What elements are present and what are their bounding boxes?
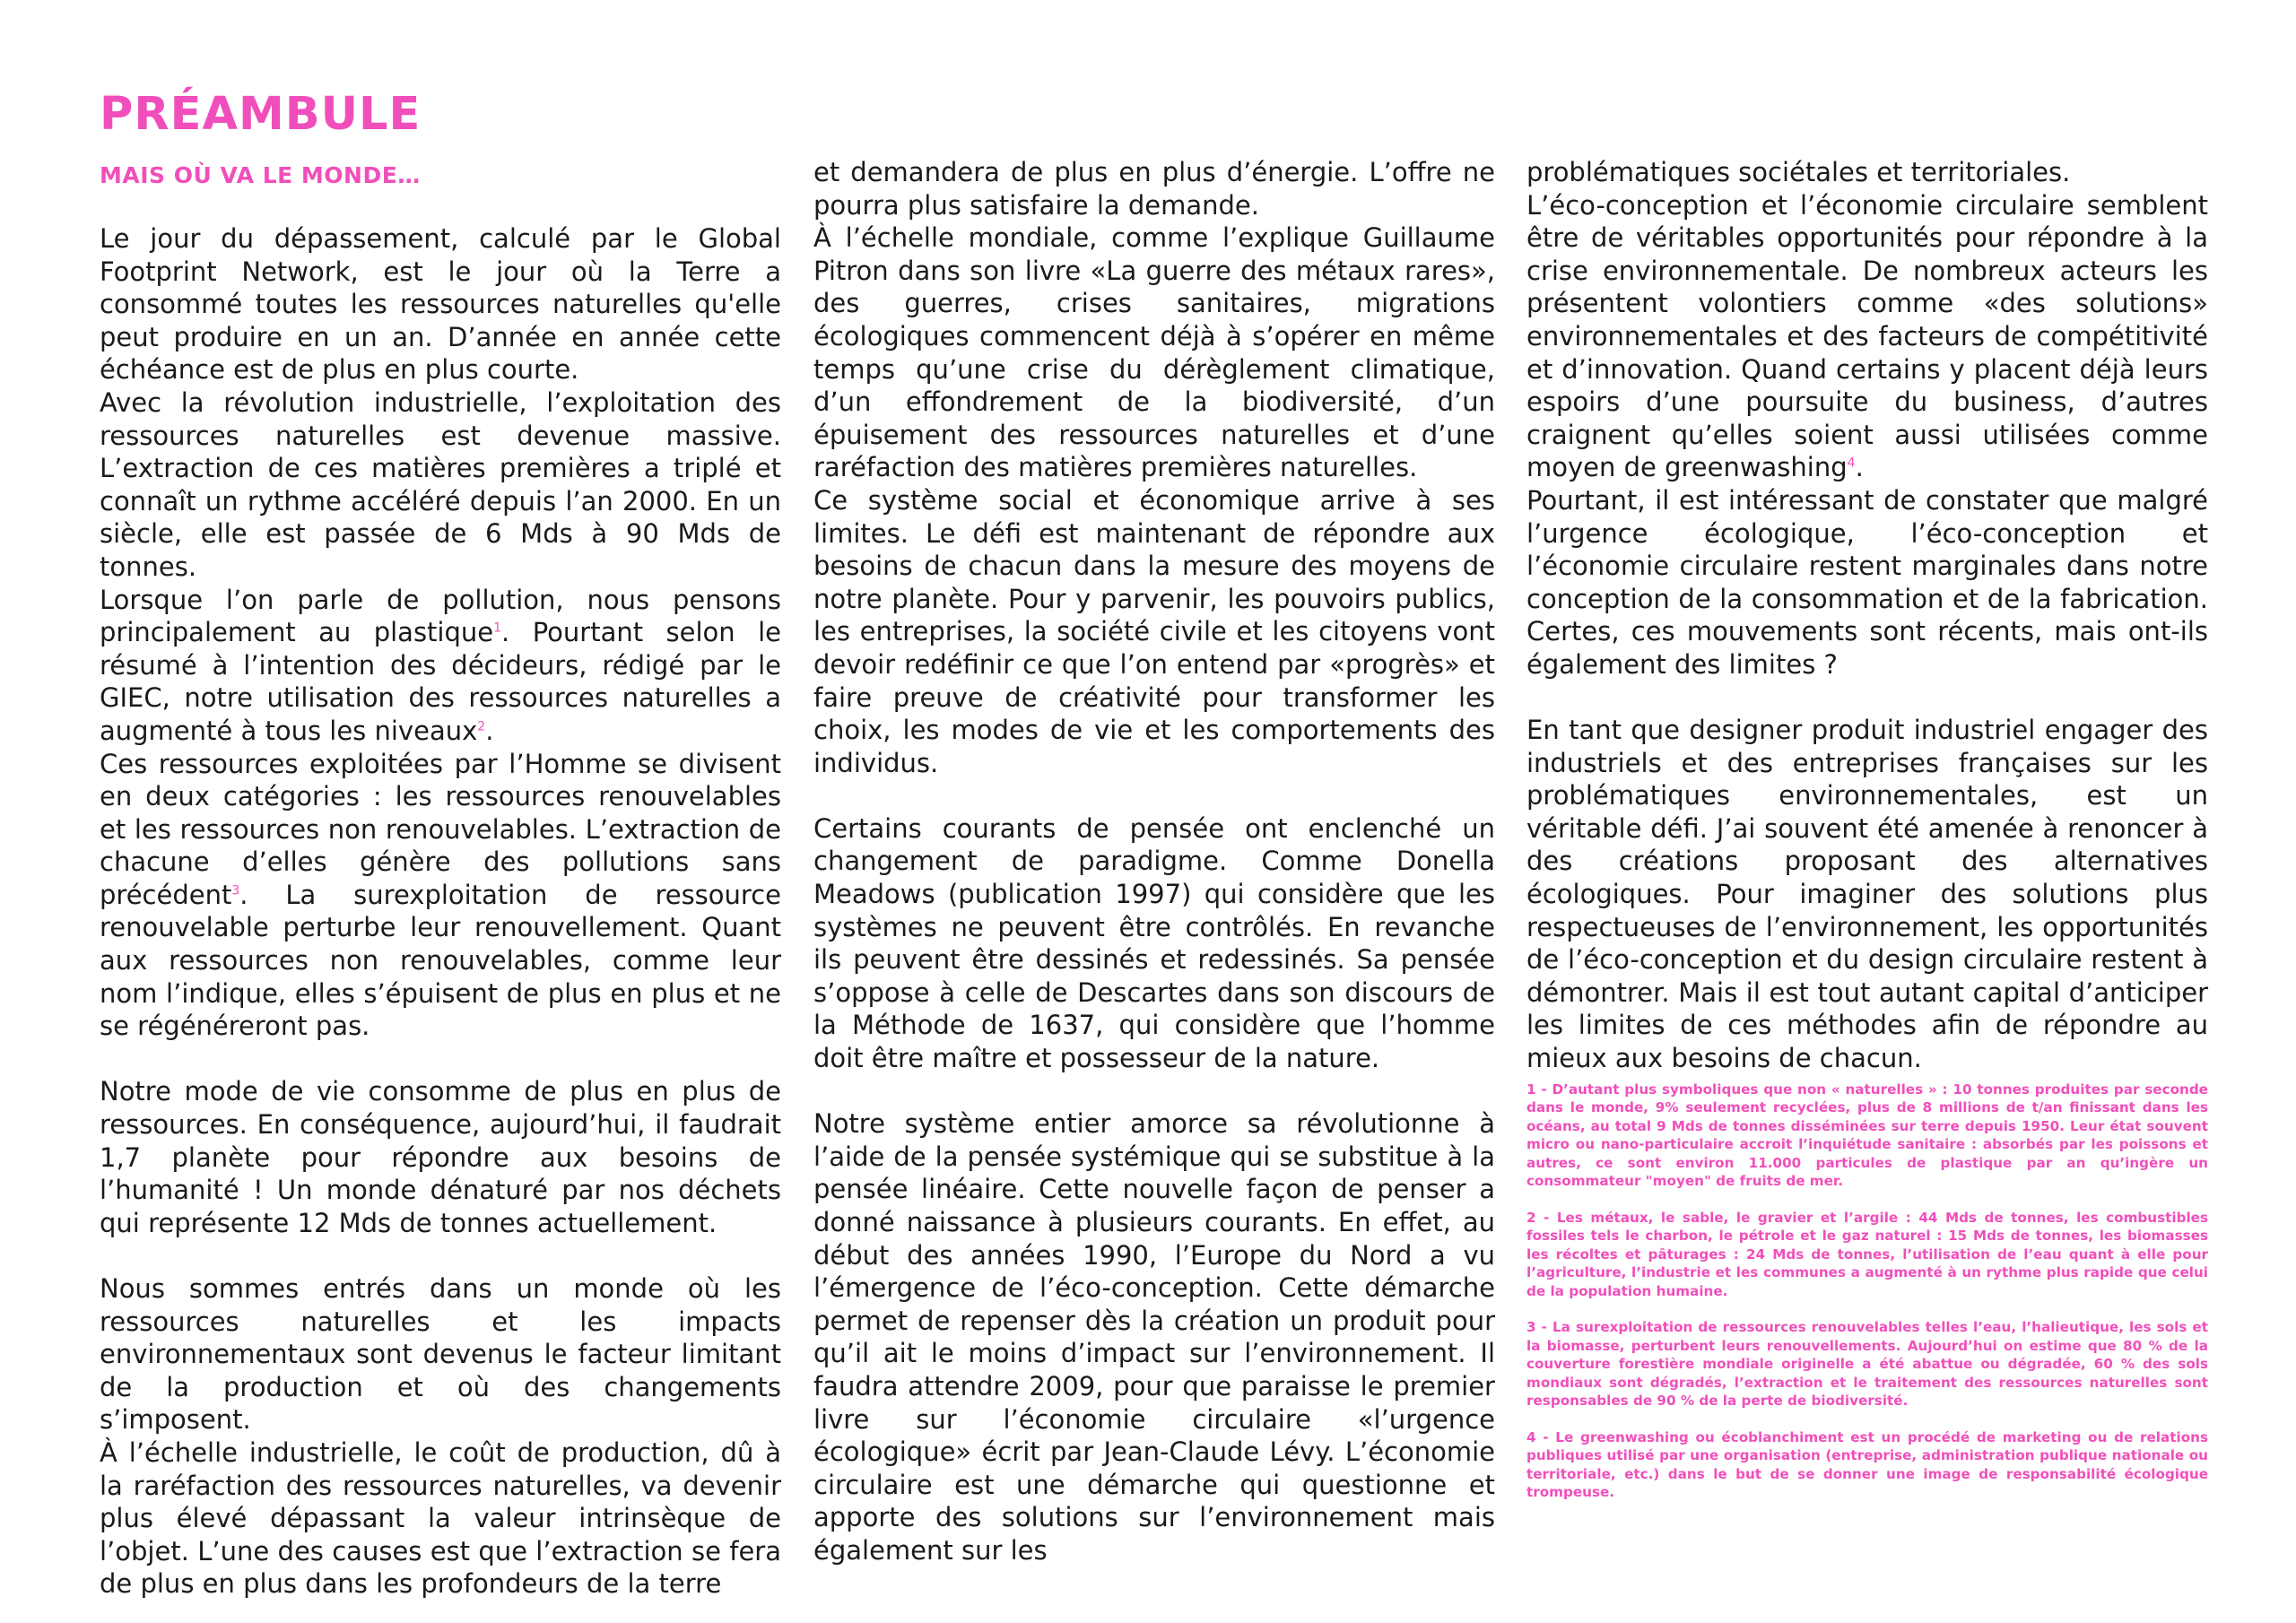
paragraph: Notre système entier amorce sa révolutionne à l’aide de la pensée systémique qui se substitue à la pensée linéaire. Cette nouvelle façon de penser a donné naissance à plusieurs courants. En effet, au début des années 1990, l’Europe du Nord a vu l’émergence de l’éco-conception. Cette démarche permet de repenser dès la création un produit pour qu’il ait le moins d’impact sur l’environnement. Il faudra attendre 2009, pour que paraisse le premier livre sur l’économie circulaire «l’urgence écologique» écrit par Jean-Claude Lévy. L’économie circulaire est une démarche qui questionne et apporte des solutions sur l’environnement mais également sur les	[813, 1108, 1495, 1566]
paragraph-text: . Pourtant selon le résumé à l’intention des décideurs, rédigé par le GIEC, notre utilisation des ressources naturelles a augmenté à tous les niveaux	[100, 617, 781, 746]
paragraph: et demandera de plus en plus d’énergie. L’offre ne pourra plus satisfaire la demande.	[813, 157, 1495, 221]
paragraph-text: . La surexploitation de ressource renouvelable perturbe leur renouvellement. Quant aux ressources non renouvelables, comme leur nom l’indique, elles s’épuisent de plus en plus et ne se régénéreront pas.	[100, 879, 781, 1042]
spacer	[813, 1075, 1495, 1108]
page-title: PRÉAMBULE	[100, 88, 422, 141]
footnote-ref[interactable]: 3	[231, 883, 240, 898]
paragraph: problématiques sociétales et territoriales.	[1526, 157, 2071, 187]
footnote-ref[interactable]: 4	[1847, 456, 1856, 471]
paragraph	[100, 584, 781, 748]
footnote: 3 - La surexploitation de ressources renouvelables telles l’eau, l’halieutique, les sols et la biomasse, perturbent leurs renouvellements. Aujourd’hui on estime que 80 % de la couverture forestière mondiale originelle a été abattue ou dégradée, 60 % des sols mondiaux sont dégradés, l’extraction et le traitement des ressources naturelles sont responsables de 90 % de la perte de biodiversité.	[1526, 1319, 2208, 1410]
page-subtitle: MAIS OÙ VA LE MONDE…	[100, 162, 421, 188]
paragraph	[1526, 189, 2208, 484]
paragraph: Avec la révolution industrielle, l’exploitation des ressources naturelles est devenue massive. L’extraction de ces matières premières a triplé et connaît un rythme accéléré depuis l’an 2000. En un siècle, elle est passée de 6 Mds à 90 Mds de tonnes.	[100, 386, 781, 582]
paragraph: Notre mode de vie consomme de plus en plus de ressources. En conséquence, aujourd’hui, il faudrait 1,7 planète pour répondre aux besoins de l’humanité ! Un monde dénaturé par nos déchets qui représente 12 Mds de tonnes actuellement.	[100, 1076, 781, 1238]
paragraph: Certains courants de pensée ont enclenché un changement de paradigme. Comme Donella Meadows (publication 1997) qui considère que les systèmes ne peuvent être contrôlés. En revanche ils peuvent être dessinés et redessinés. Sa pensée s’oppose à celle de Descartes dans son discours de la Méthode de 1637, qui considère que l’homme doit être maître et possesseur de la nature.	[813, 812, 1495, 1074]
paragraph: Le jour du dépassement, calculé par le Global Footprint Network, est le jour où la Terre a consommé toutes les ressources naturelles qu'elle peut produire en un an. D’année en année cette échéance est de plus en plus courte.	[100, 223, 781, 386]
paragraph-text: Ces ressources exploitées par l’Homme se divisent en deux catégories : les ressources renouvelables et les ressources non renouvelables. L’extraction de chacune d’elles génère des pollutions sans précédent	[100, 748, 781, 910]
spacer	[1526, 681, 2208, 715]
footnote: 1 - D’autant plus symboliques que non « naturelles » : 10 tonnes produites par seconde dans le monde, 9% seulement recyclées, plus de 8 millions de t/an finissant dans les océans, au total 9 Mds de tonnes disséminées sur terre depuis 1950. Leur état souvent micro ou nano-particulaire accroit l’inquiétude sanitaire : absorbés par les poissons et autres, ce sont environ 11.000 particules de plastique par an qu’ingère un consommateur "moyen" de fruits de mer.	[1526, 1081, 2208, 1190]
paragraph-text: .	[1855, 452, 1864, 483]
paragraph: À l’échelle industrielle, le coût de production, dû à la raréfaction des ressources naturelles, va devenir plus élevé dépassant la valeur intrinsèque de l’objet. L’une des causes est que l’extraction se fera de plus en plus dans les profondeurs de la terre	[100, 1436, 781, 1600]
paragraph: Ce système social et économique arrive à ses limites. Le défi est maintenant de répondre aux besoins de chacun dans la mesure des moyens de notre planète. Pour y parvenir, les pouvoirs publics, les entreprises, la société civile et les citoyens vont devoir redéfinir ce que l’on entend par «progrès» et faire preuve de créativité pour transformer les choix, les modes de vie et les comportements des individus.	[813, 484, 1495, 778]
footnote-ref[interactable]: 1	[493, 621, 502, 636]
paragraph-text: Lorsque l’on parle de pollution, nous pensons principalement au plastique	[100, 584, 781, 648]
spacer	[813, 779, 1495, 812]
paragraph-text: L’éco-conception et l’économie circulaire semblent être de véritables opportunités pour répondre à la crise environnementale. De nombreux acteurs les présentent volontiers comme «des solutions» environnementales et des facteurs de compétitivité et d’innovation. Quand certains y placent déjà leurs espoirs d’une poursuite du business, d’autres craignent qu’elles soient aussi utilisées comme moyen de greenwashing	[1526, 189, 2208, 483]
text-column-2	[813, 156, 1495, 1567]
footnote: 4 - Le greenwashing ou écoblanchiment est un procédé de marketing ou de relations publiques utilisé par une organisation (entreprise, administration publique nationale ou territoriale, etc.) dans le but de se donner une image de responsabilité écologique trompeuse.	[1526, 1428, 2208, 1501]
text-column-1	[100, 222, 781, 1601]
footnotes	[1526, 1081, 2208, 1502]
paragraph	[100, 748, 781, 1043]
text-column-3	[1526, 156, 2208, 1520]
footnote-ref[interactable]: 2	[477, 719, 486, 734]
paragraph: Pourtant, il est intéressant de constater que malgré l’urgence écologique, l’éco-conception et l’économie circulaire restent marginales dans notre conception de la consommation et de la fabrication. Certes, ces mouvements sont récents, mais ont-ils également des limites ?	[1526, 484, 2208, 680]
paragraph-text: .	[485, 715, 494, 746]
spacer	[100, 1043, 781, 1076]
paragraph: À l’échelle mondiale, comme l’explique Guillaume Pitron dans son livre «La guerre des métaux rares», des guerres, crises sanitaires, migrations écologiques commencent déjà à s’opérer en même temps qu’une crise du dérèglement climatique, d’un effondrement de la biodiversité, d’un épuisement des ressources naturelles et d’une raréfaction des matières premières naturelles.	[813, 222, 1495, 483]
paragraph: En tant que designer produit industriel engager des industriels et des entreprises françaises sur les problématiques environnementales, est un véritable défi. J’ai souvent été amenée à renoncer à des créations proposant des alternatives écologiques. Pour imaginer des solutions plus respectueuses de l’environnement, les opportunités de l’éco-conception et du design circulaire restent à démontrer. Mais il est tout autant capital d’anticiper les limites de ces méthodes afin de répondre au mieux aux besoins de chacun.	[1526, 715, 2208, 1074]
footnote: 2 - Les métaux, le sable, le gravier et l’argile : 44 Mds de tonnes, les combustibles fossiles tels le charbon, le pétrole et le gaz naturel : 15 Mds de tonnes, les biomasses les récoltes et pâturages : 24 Mds de tonnes, l’utilisation de l’eau quant à elle pour l’agriculture, l’industrie et les communes a augmenté à un rythme plus rapide que celui de la population humaine.	[1526, 1209, 2208, 1299]
paragraph: Nous sommes entrés dans un monde où les ressources naturelles et les impacts environnementaux sont devenus le facteur limitant de la production et où des changements s’imposent.	[100, 1273, 781, 1436]
spacer	[100, 1239, 781, 1272]
